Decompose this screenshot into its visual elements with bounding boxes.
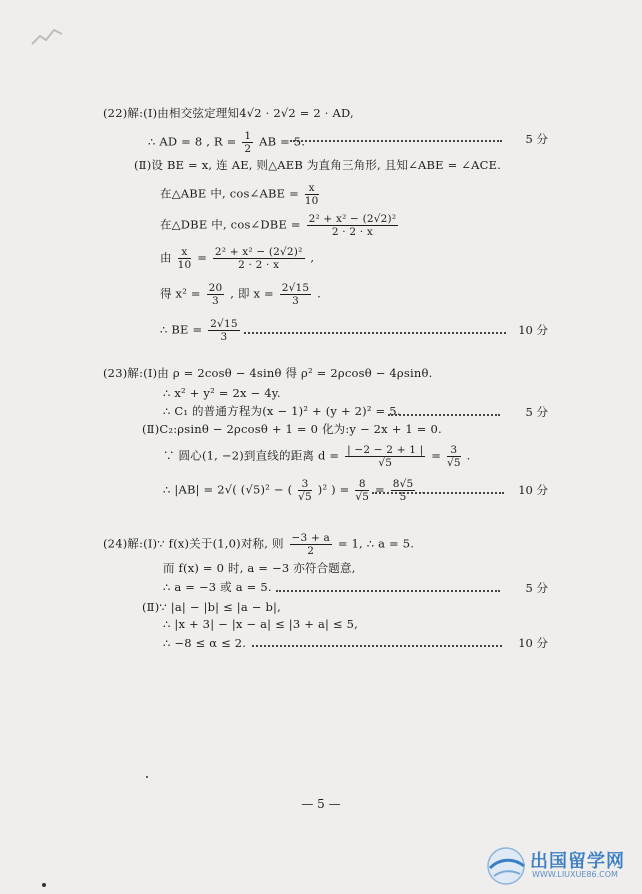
p23-line5: ∵ 圆心(1, −2)到直线的距离 d = $\frac{| -2 - 2 + 1 |}{√5}$ = $\frac{3}{√5}$ .	[163, 444, 471, 469]
paper-speck	[42, 883, 46, 887]
p22-line5: 在△DBE 中, cos∠DBE = $\frac{\text{2² + x² − (2√2)²}}{2 \cdot 2 \cdot x}$	[160, 213, 397, 238]
leader-dots	[388, 414, 500, 416]
paper-smudge	[28, 24, 68, 54]
score-5: 5 分	[525, 405, 548, 419]
fraction: $\frac{| -2 - 2 + 1 |}{√5}$	[347, 444, 424, 469]
leader-dots	[290, 140, 502, 142]
p23-line3: ∴ C₁ 的普通方程为(x − 1)² + (y + 2)² = 5.	[163, 404, 401, 418]
p24-line4: (Ⅱ)∵ |a| − |b| ≤ |a − b|,	[142, 600, 281, 614]
p22-heading: (22)解:(Ⅰ)由相交弦定理知4√2 · 2√2 = 2 · AD,	[103, 106, 354, 120]
fraction: $\frac{2√15}{3}$	[281, 282, 310, 307]
p22-line2: ∴ AD = 8 , R = $\frac{1}{2}$ AB = 5.	[148, 130, 306, 155]
fraction: $\frac{-3 + a}{2}$	[291, 532, 330, 557]
p22-line3: (Ⅱ)设 BE = x, 连 AE, 则△AEB 为直角三角形, 且知∠ABE = ∠ACE.	[134, 158, 502, 172]
leader-dots	[252, 645, 502, 647]
fraction: $\frac{2√15}{3}$	[210, 318, 238, 343]
leader-dots	[244, 332, 506, 334]
fraction: $\frac{\text{2² + x² − (2√2)²}}{2 \cdot 2 \cdot x}$	[214, 246, 303, 271]
globe-logo-icon	[484, 844, 530, 888]
p24-line5: ∴ |x + 3| − |x − a| ≤ |3 + a| ≤ 5,	[163, 617, 358, 631]
score-5: 5 分	[525, 132, 548, 146]
p23-line2: ∴ x² + y² = 2x − 4y.	[163, 386, 281, 400]
watermark-url: WWW.LIUXUE86.COM	[532, 870, 618, 879]
p24-line2: 而 f(x) = 0 时, a = −3 亦符合题意,	[163, 561, 356, 575]
fraction: $\frac{x}{10}$	[304, 182, 319, 207]
p22-line8: ∴ BE = $\frac{2√15}{3}$	[160, 318, 238, 343]
p24-line3: ∴ a = −3 或 a = 5.	[163, 580, 272, 594]
p23-line6: ∴ |AB| = 2√( (√5)² − ( $\frac{3}{√5}$ )² ) = $\frac{8}{√5}$ = $\frac{8√5}{5}$ .	[163, 478, 426, 503]
fraction: $\frac{3}{√5}$	[298, 478, 312, 503]
fraction: $\frac{20}{3}$	[208, 282, 223, 307]
p22-line7: 得 x² = $\frac{20}{3}$ , 即 x = $\frac{2√15}{3}$ .	[160, 282, 322, 307]
fraction: $\frac{8√5}{5}$	[392, 478, 414, 503]
paper-speck	[146, 776, 148, 778]
leader-dots	[372, 492, 504, 494]
p22-line6: 由 $\frac{x}{10}$ = $\frac{\text{2² + x² − (2√2)²}}{2 \cdot 2 \cdot x}$ ,	[160, 246, 315, 271]
fraction: $\frac{3}{√5}$	[446, 444, 461, 469]
watermark-title: 出国留学网	[530, 851, 625, 872]
site-watermark	[484, 844, 636, 888]
p23-line4: (Ⅱ)C₂:ρsinθ − 2ρcosθ + 1 = 0 化为:y − 2x + 1 = 0.	[142, 422, 442, 436]
fraction: $\frac{8}{√5}$	[355, 478, 370, 503]
leader-dots	[276, 590, 500, 592]
p22-line4: 在△ABE 中, cos∠ABE = $\frac{x}{10}$	[160, 182, 319, 207]
p24-line6: ∴ −8 ≤ α ≤ 2.	[163, 636, 247, 650]
page-number: — 5 —	[301, 797, 341, 811]
score-10: 10 分	[518, 323, 548, 337]
score-5: 5 分	[525, 581, 548, 595]
p23-heading: (23)解:(Ⅰ)由 ρ = 2cosθ − 4sinθ 得 ρ² = 2ρcosθ − 4ρsinθ.	[103, 366, 433, 380]
fraction: $\frac{\text{2² + x² − (2√2)²}}{2 \cdot 2 \cdot x}$	[308, 213, 397, 238]
score-10: 10 分	[518, 483, 548, 497]
score-10: 10 分	[518, 636, 548, 650]
fraction: $\frac{1}{2}$	[244, 130, 252, 155]
fraction: $\frac{x}{10}$	[177, 246, 192, 271]
p24-heading: (24)解:(Ⅰ)∵ f(x)关于(1,0)对称, 则 $\frac{-3 + a}{2}$ = 1, ∴ a = 5.	[103, 532, 415, 557]
